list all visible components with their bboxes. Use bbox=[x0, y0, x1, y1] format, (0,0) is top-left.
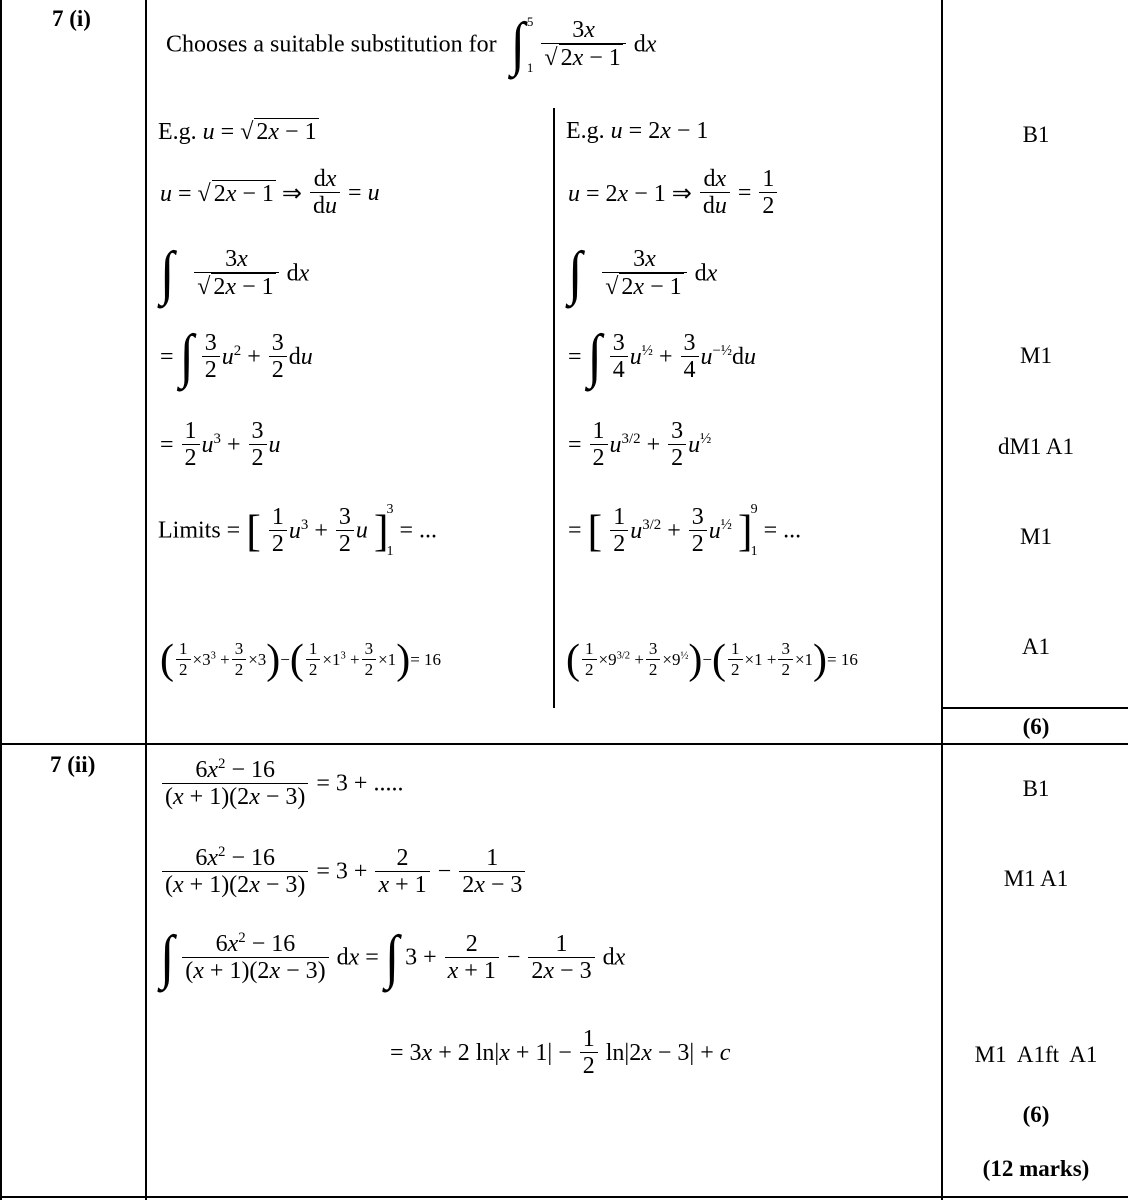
right-limits-line: = [ $\frac{1}{2}$ $u^{3/2}$ + $\frac{3}{2}$ $u^{\frac{1}{2}}$ ] 9 1 = ... bbox=[568, 502, 802, 559]
mark-7ii-1: B1 bbox=[1022, 776, 1050, 801]
left-derivative-line: u = √ 2x − 1 ⇒ $\frac{dx}{du}$ = u bbox=[160, 166, 380, 220]
mark-7i-2: M1 bbox=[1020, 343, 1052, 368]
left-limits-line: Limits = [ $\frac{1}{2}$ $u^3$ + $\frac{3}{2}$ u ] 3 1 = ... bbox=[158, 502, 438, 559]
right-integrated-line: = $\frac{1}{2}$ $u^{3/2}$ + $\frac{3}{2}$ $u^{\frac{1}{2}}$ bbox=[568, 418, 712, 472]
integral-sign: ∫ bbox=[510, 11, 525, 78]
ii-line-1: $\frac{6x^2 - 16}{(x + 1)(2x - 3)}$ = 3 + ..... bbox=[160, 756, 403, 812]
question-label-7i: 7 (i) bbox=[52, 6, 91, 31]
left-integrated-line: = $\frac{1}{2}$ $u^3$ + $\frac{3}{2}$ u bbox=[160, 418, 281, 472]
col-divider-1 bbox=[145, 0, 147, 1200]
table-border-bottom bbox=[0, 1196, 1128, 1198]
grand-total: (12 marks) bbox=[982, 1156, 1090, 1181]
intro-line: Chooses a suitable substitution for ∫ 5 1 $\frac{3x}{√ 2x - 1}$ dx bbox=[166, 11, 657, 78]
ii-line-4: = 3x + 2 ln|x + 1| − $\frac{1}{2}$ ln|2x − 3| + c bbox=[390, 1026, 731, 1080]
question-label-7ii: 7 (ii) bbox=[50, 752, 96, 777]
right-substituted-line: = ∫ $\frac{3}{4}$ $u^{\frac{1}{2}}$ + $\frac{3}{4}$ $u^{-\frac{1}{2}}du$ bbox=[568, 324, 757, 390]
intro-text: Chooses a suitable substitution for bbox=[166, 31, 497, 58]
mark-7i-4: M1 bbox=[1020, 524, 1052, 549]
right-eg-line: E.g. u = 2x − 1 bbox=[566, 118, 709, 144]
left-eg-line: E.g. u = √ 2x − 1 bbox=[158, 119, 317, 145]
right-evaluation-line: ( $\frac{1}{2}$ $\times 9^{3/2}$ + $\frac{3}{2}$ $\times 9^{\frac{1}{2}})-$( $\frac{1}{2}$ ×1 + $\frac{3}{2}$ ×1)= 16 bbox=[566, 637, 858, 683]
mark-7i-3: dM1 A1 bbox=[997, 434, 1075, 459]
mark-7i-1: B1 bbox=[1022, 122, 1050, 147]
left-integral-line: ∫ $\frac{3x}{√ 2x - 1}$ dx bbox=[160, 240, 310, 307]
right-integral-line: ∫ $\frac{3x}{√ 2x - 1}$ dx bbox=[568, 240, 718, 307]
col-divider-2 bbox=[941, 0, 943, 1200]
row-divider bbox=[0, 743, 1128, 745]
ii-line-3: ∫ $\frac{6x^2 - 16}{(x + 1)(2x - 3)}$ dx = ∫ 3 + $\frac{2}{x + 1}$ − $\frac{1}{2x - 3}$ dx bbox=[160, 924, 626, 991]
left-evaluation-line: ( $\frac{1}{2}$ $\times 3^3$ + $\frac{3}{2}$ ×3)−( $\frac{1}{2}$ $\times 1^3$ + $\frac{3}{2}$ ×1)= 16 bbox=[160, 637, 442, 683]
table-border-left bbox=[0, 0, 2, 1200]
integrand-fraction: $\frac{3x}{√ 2x - 1}$ bbox=[541, 17, 625, 73]
mark-7ii-total: (6) bbox=[1022, 1102, 1050, 1127]
integral-limits: 5 1 bbox=[526, 14, 534, 75]
mark-7i-total: (6) bbox=[1022, 714, 1050, 739]
method-divider bbox=[553, 108, 555, 708]
left-substituted-line: = ∫ $\frac{3}{2}$ $u^2$ + $\frac{3}{2}$ du bbox=[160, 324, 313, 390]
mark-7ii-2: M1 A1 bbox=[1003, 866, 1069, 891]
right-derivative-line: u = 2x − 1 ⇒ $\frac{dx}{du}$ = $\frac{1}{2}$ bbox=[568, 166, 779, 221]
mark-7ii-3: M1 A1ft A1 bbox=[974, 1042, 1098, 1067]
total-divider bbox=[941, 707, 1128, 709]
ii-line-2: $\frac{6x^2 - 16}{(x + 1)(2x - 3)}$ = 3 + $\frac{2}{x + 1}$ − $\frac{1}{2x - 3}$ bbox=[160, 844, 527, 900]
mark-7i-5: A1 bbox=[1021, 634, 1051, 659]
